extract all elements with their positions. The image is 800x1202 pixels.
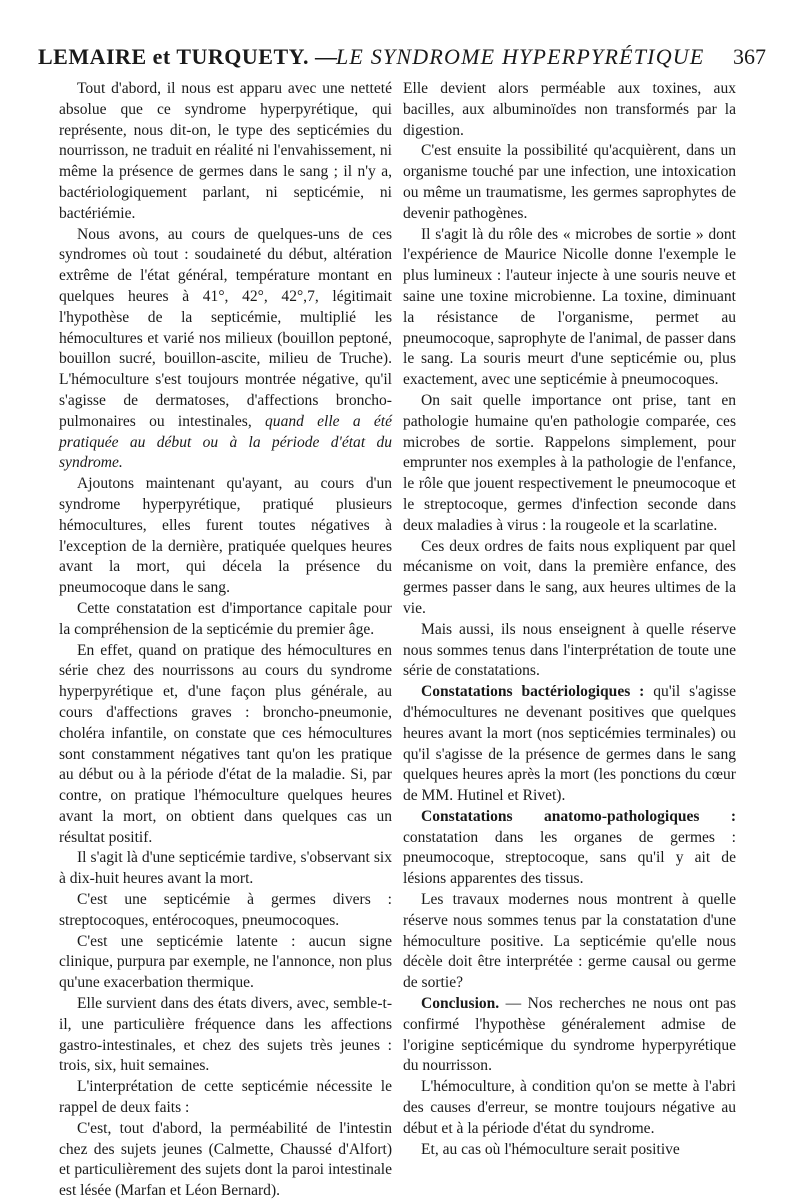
paragraph-text: qu'il s'agisse d'hémocultures ne devenant positives que quelques heures avant la mort (nos septicémies terminales) ou qu'il s'agisse de la présence de germes dans le sang quelques heures après la mort (les ponctions du cœur de MM. Hutinel et Rivet). xyxy=(403,683,736,805)
paragraph: On sait quelle importance ont prise, tant en pathologie humaine qu'en pathologie comparée, ces microbes de sortie. Rappelons simplement, pour emprunter nos exemples à la pathologie de l'enfance, le rôle que jouent respectivement le pneumocoque et le streptocoque, germes d'infection seconde dans deux maladies à virus : la rougeole et la scarlatine. xyxy=(403,391,736,534)
paragraph: L'hémoculture, à condition qu'on se mette à l'abri des causes d'erreur, se montre toujours négative au début et à la période d'état du syndrome. xyxy=(403,1078,736,1137)
paragraph-text: — Nos recherches ne nous ont pas confirmé l'hypothèse généralement admise de l'origine septicémique du syndrome hyperpyrétique du nourrisson. xyxy=(403,995,736,1075)
section-label-anatomo-pathological: Constatations anatomo-pathologiques : xyxy=(421,807,736,825)
paragraph: Mais aussi, ils nous enseignent à quelle réserve nous sommes tenus dans l'interprétation de toute une série de constatations. xyxy=(403,620,736,680)
paragraph: Cette constatation est d'importance capitale pour la compréhension de la septicémie du premier âge. xyxy=(59,599,392,638)
paragraph xyxy=(403,682,736,807)
paragraph-italic: quand elle a été pratiquée au début ou à la période d'état du syndrome. xyxy=(59,412,392,472)
left-column xyxy=(59,79,392,1202)
section-label-bacteriological: Constatations bactériologiques : xyxy=(421,683,645,701)
paragraph: Ces deux ordres de faits nous expliquent par quel mécanisme on voit, dans la première enfance, des germes passer dans le sang, aux heures ultimes de la vie. xyxy=(403,537,736,617)
header-title: LE SYNDROME HYPERPYRÉTIQUE xyxy=(336,44,705,69)
running-header xyxy=(38,44,766,76)
right-column xyxy=(403,79,736,1160)
paragraph: Et, au cas où l'hémoculture serait positive xyxy=(421,1140,680,1158)
paragraph: C'est une septicémie à germes divers : streptocoques, entérocoques, pneumocoques. xyxy=(59,891,392,929)
paragraph: C'est, tout d'abord, la perméabilité de l'intestin chez des sujets jeunes (Calmette, Chaussé d'Alfort) et particulièrement des sujets dont la paroi intestinale est lésée (Marfan et Léon Bernard). xyxy=(59,1119,392,1200)
page-number: 367 xyxy=(733,44,766,69)
paragraph: Les travaux modernes nous montrent à quelle réserve nous sommes tenus par la constatation d'une hémoculture positive. La septicémie qu'elle nous décèle doit être interprétée : germe causal ou germe de sortie? xyxy=(403,891,736,992)
paragraph: Il s'agit là d'une septicémie tardive, s'observant six à dix-huit heures avant la mort. xyxy=(59,849,392,888)
paragraph: Elle devient alors perméable aux toxines, aux bacilles, aux albuminoïdes non transformés par la digestion. xyxy=(403,80,736,139)
section-label-conclusion: Conclusion. xyxy=(421,995,500,1013)
paragraph: Il s'agit là du rôle des « microbes de sortie » dont l'expérience de Maurice Nicolle donne l'exemple le plus lumineux : l'auteur injecte à une souris neuve et saine une toxine microbienne. La toxine, diminuant la résistance de l'organisme, permet au pneumocoque, saprophyte de l'animal, de passer dans le sang. La souris meurt d'une septicémie ou, plus exactement, avec une septicémie à pneumocoques. xyxy=(403,225,736,389)
paragraph-text: constatation dans les organes de germes : pneumocoque, streptocoque, sans qu'il y ait de lésions apparentes des tissus. xyxy=(403,828,736,888)
paragraph xyxy=(403,994,736,1077)
paragraph: Ajoutons maintenant qu'ayant, au cours d'un syndrome hyperpyrétique, pratiqué plusieurs hémocultures, elles furent toutes négatives à l'exception de la dernière, pratiquée quelques heures avant la mort, qui décela la présence du pneumocoque dans le sang. xyxy=(59,475,392,597)
paragraph: En effet, quand on pratique des hémocultures en série chez des nourrissons au cours du syndrome hyperpyrétique et, d'une façon plus générale, au cours d'affections graves : broncho-pneumonie, choléra infantile, on constate que ces hémocultures sont constamment négatives tant qu'on les pratique au début ou à la période d'état de la maladie. Si, par contre, on pratique l'hémoculture quelques heures avant la mort, on obtient dans quelques cas un résultat positif. xyxy=(59,641,392,846)
paragraph: L'interprétation de cette septicémie nécessite le rappel de deux faits : xyxy=(59,1078,392,1117)
paragraph: Tout d'abord, il nous est apparu avec une netteté absolue que ce syndrome hyperpyrétique, qui représente, nous dit-on, le type des septicémies du nourrisson, ne traduit en réalité ni l'envahissement, ni même la présence de germes dans le sang ; il n'y a, bactériologiquement parlant, ni septicémie, ni bactériémie. xyxy=(59,80,392,222)
paragraph-text: Nous avons, au cours de quelques-uns de ces syndromes où tout : soudaineté du début, altération extrême de l'état général, température montant en quelques heures à 41°, 42°, 42°,7, légitimait l'hypothèse de la septicémie, multiplié les hémocultures et varié nos milieux (bouillon peptoné, bouillon sucré, bouillon-ascite, milieu de Truche). L'hémoculture s'est toujours montrée négative, qu'il s'agisse de dermatoses, d'affections broncho-pulmonaires ou intestinales, xyxy=(59,225,392,430)
paragraph: C'est ensuite la possibilité qu'acquièrent, dans un organisme touché par une infection, une intoxication ou même un traumatisme, les germes saprophytes de devenir pathogènes. xyxy=(403,142,736,222)
paragraph: Elle survient dans des états divers, avec, semble-t-il, une particulière fréquence dans les affections gastro-intestinales, et chez des sujets très jeunes : trois, six, huit semaines. xyxy=(59,995,392,1075)
paragraph xyxy=(403,807,736,890)
paragraph xyxy=(59,225,392,475)
paragraph: C'est une septicémie latente : aucun signe clinique, purpura par exemple, ne l'annonce, non plus qu'une exacerbation thermique. xyxy=(59,932,392,992)
header-authors: LEMAIRE et TURQUETY. — xyxy=(38,44,338,69)
